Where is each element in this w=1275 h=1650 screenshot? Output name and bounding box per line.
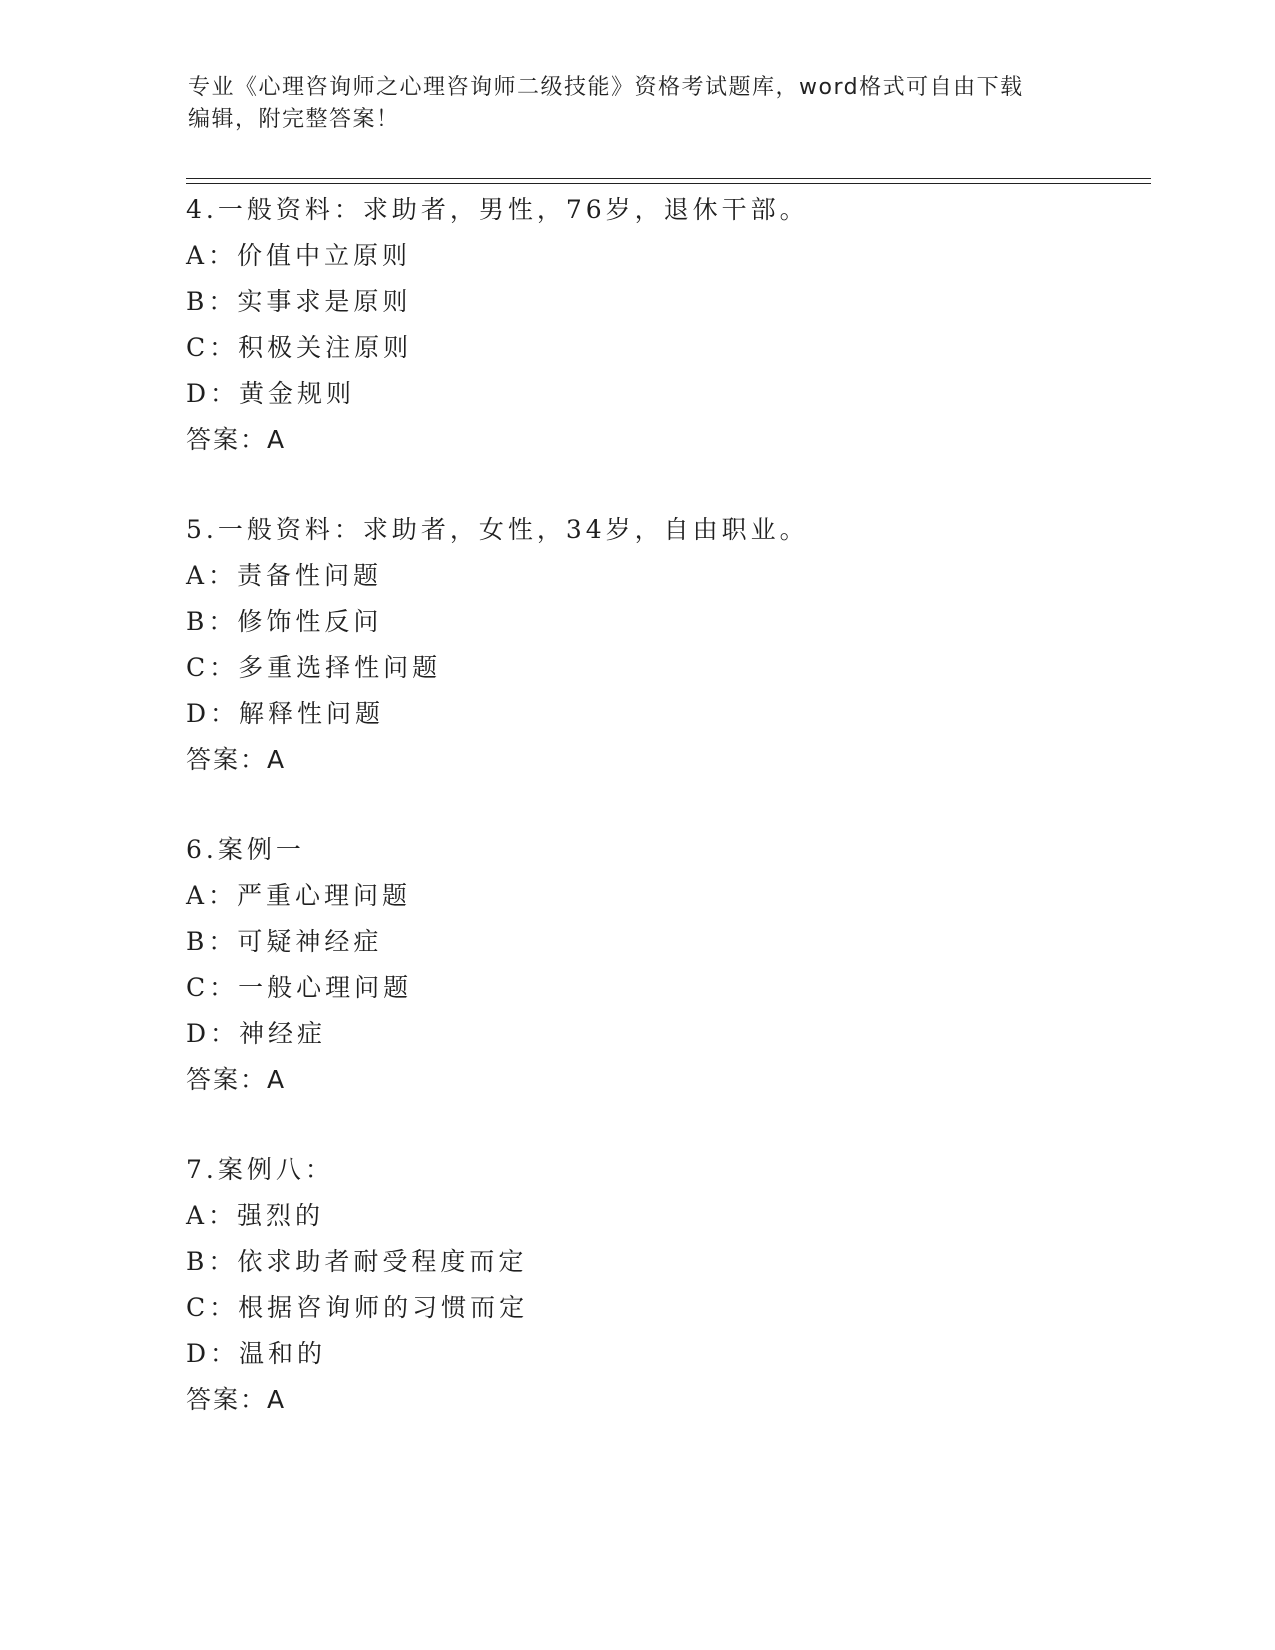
answer: 答案：A — [186, 1065, 287, 1094]
question-stem: 4.一般资料：求助者，男性，76岁，退休干部。 — [186, 195, 809, 224]
answer: 答案：A — [186, 745, 287, 774]
question-5 — [186, 507, 1146, 783]
option-b: B：依求助者耐受程度而定 — [186, 1247, 528, 1276]
option-c: C：积极关注原则 — [186, 333, 413, 362]
question-stem: 5.一般资料：求助者，女性，34岁，自由职业。 — [186, 515, 809, 544]
header-divider-bottom — [186, 183, 1151, 184]
option-d: D：黄金规则 — [186, 379, 356, 408]
option-c: C：一般心理问题 — [186, 973, 413, 1002]
option-d: D：神经症 — [186, 1019, 327, 1048]
option-a: A：责备性问题 — [186, 561, 383, 590]
question-4 — [186, 187, 1146, 463]
option-a: A：严重心理问题 — [186, 881, 412, 910]
option-d: D：温和的 — [186, 1339, 327, 1368]
header-divider-top — [186, 178, 1151, 179]
header-line-2: 编辑，附完整答案！ — [188, 107, 400, 132]
answer: 答案：A — [186, 1385, 287, 1414]
answer: 答案：A — [186, 425, 287, 454]
option-a: A：价值中立原则 — [186, 241, 412, 270]
question-stem: 7.案例八： — [186, 1155, 334, 1184]
header-line-1: 专业《心理咨询师之心理咨询师二级技能》资格考试题库，word格式可自由下载 — [188, 75, 1024, 100]
question-7 — [186, 1147, 1146, 1423]
option-b: B：实事求是原则 — [186, 287, 412, 316]
option-c: C：多重选择性问题 — [186, 653, 442, 682]
option-b: B：可疑神经症 — [186, 927, 383, 956]
option-d: D：解释性问题 — [186, 699, 385, 728]
question-stem: 6.案例一 — [186, 835, 305, 864]
option-b: B：修饰性反问 — [186, 607, 383, 636]
option-a: A：强烈的 — [186, 1201, 325, 1230]
question-6 — [186, 827, 1146, 1103]
document-header — [188, 72, 1088, 136]
option-c: C：根据咨询师的习惯而定 — [186, 1293, 529, 1322]
question-list — [186, 187, 1146, 1467]
